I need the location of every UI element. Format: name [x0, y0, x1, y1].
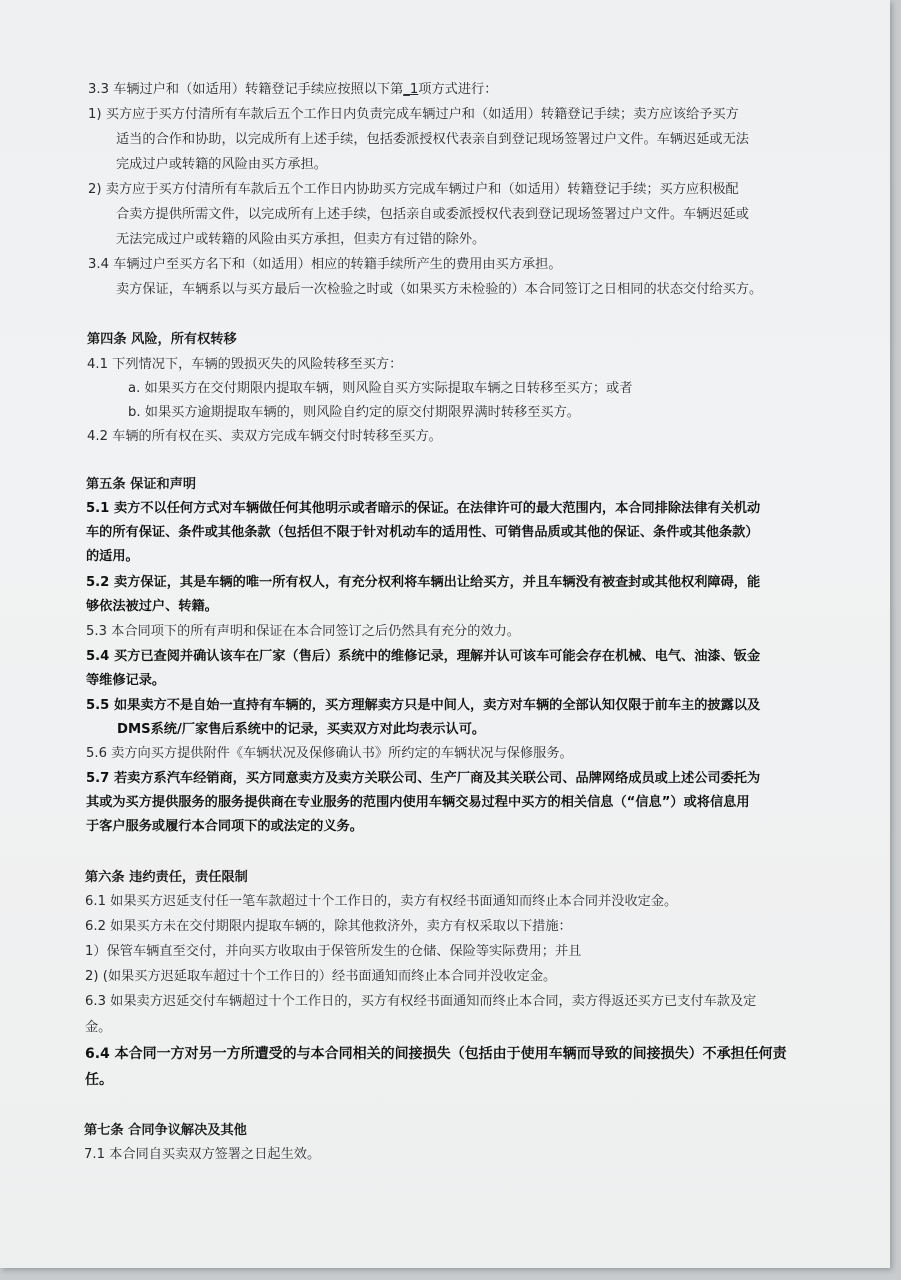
- clause-5-2-line-2: 够依法被过户、转籍。: [86, 599, 218, 614]
- option-1-line-2: 适当的合作和协助，以完成所有上述手续，包括委派授权代表亲自到登记现场签署过户文件。车辆迟延或无法: [116, 132, 749, 147]
- clause-6-4-line-1: 6.4 本合同一方对另一方所遭受的与本合同相关的间接损失（包括由于使用车辆而导致的间接损失）不承担任何责: [85, 1046, 787, 1062]
- article-7-title: 第七条 合同争议解决及其他: [84, 1123, 247, 1138]
- clause-5-7-line-1: 5.7 若卖方系汽车经销商，买方同意卖方及卖方关联公司、生产厂商及其关联公司、品牌网络成员或上述公司委托为: [86, 771, 761, 786]
- measure-2: 2) (如果买方迟延取车超过十个工作日的）经书面通知而终止本合同并没收定金。: [85, 969, 557, 984]
- clause-5-7-line-3: 于客户服务或履行本合同项下的或法定的义务。: [86, 819, 363, 834]
- clause-5-1-line-2: 车的所有保证、条件或其他条款（包括但不限于针对机动车的适用性、可销售品质或其他的保证、条件或其他条款）: [86, 525, 759, 540]
- clause-3-5: 卖方保证，车辆系以与买方最后一次检验之时或（如果买方未检验的）本合同签订之日相同的状态交付给买方。: [116, 282, 763, 297]
- clause-5-1-line-3: 的适用。: [86, 549, 139, 564]
- option-1-line-1: 1) 买方应于买方付清所有车款后五个工作日内负责完成车辆过户和（如适用）转籍登记手续；卖方应该给予买方: [88, 107, 739, 122]
- clause-3-3-tail: 项方式进行：: [418, 82, 498, 97]
- clause-4-1-b: b. 如果买方逾期提取车辆的，则风险自约定的原交付期限界满时转移至买方。: [128, 405, 580, 420]
- clause-3-3: [88, 78, 497, 102]
- clause-5-3: 5.3 本合同项下的所有声明和保证在本合同签订之后仍然具有充分的效力。: [86, 624, 520, 639]
- clause-3-3-text: 3.3 车辆过户和（如适用）转籍登记手续应按照以下第: [88, 82, 404, 97]
- option-1-line-3: 完成过户或转籍的风险由买方承担。: [116, 157, 327, 172]
- clause-4-1-a: a. 如果买方在交付期限内提取车辆，则风险自买方实际提取车辆之日转移至买方；或者: [128, 381, 633, 396]
- clause-5-7-line-2: 其或为买方提供服务的服务提供商在专业服务的范围内使用车辆交易过程中买方的相关信息（“信息”）或将信息用: [86, 795, 750, 810]
- clause-6-3-line-2: 金。: [85, 1020, 112, 1035]
- clause-3-3-blank: _1: [403, 82, 419, 97]
- clause-5-2-line-1: 5.2 卖方保证，其是车辆的唯一所有权人，有充分权利将车辆出让给买方，并且车辆没有被查封或其他权利障碍，能: [86, 575, 761, 590]
- option-2-line-2: 合卖方提供所需文件，以完成所有上述手续，包括亲自或委派授权代表到登记现场签署过户文件。车辆迟延或: [116, 207, 749, 222]
- clause-7-1: 7.1 本合同自买卖双方签署之日起生效。: [84, 1147, 321, 1162]
- clause-5-5-line-2: DMS系统/厂家售后系统中的记录，买卖双方对此均表示认可。: [117, 722, 486, 737]
- clause-5-6: 5.6 卖方向买方提供附件《车辆状况及保修确认书》所约定的车辆状况与保修服务。: [86, 746, 573, 761]
- clause-5-5-line-1: 5.5 如果卖方不是自始一直持有车辆的，买方理解卖方只是中间人，卖方对车辆的全部认知仅限于前车主的披露以及: [86, 698, 761, 713]
- clause-3-4: 3.4 车辆过户至买方名下和（如适用）相应的转籍手续所产生的费用由买方承担。: [88, 257, 562, 272]
- clause-5-1-line-1: 5.1 卖方不以任何方式对车辆做任何其他明示或者暗示的保证。在法律许可的最大范围内，本合同排除法律有关机动: [86, 501, 761, 516]
- clause-6-3-line-1: 6.3 如果卖方迟延交付车辆超过十个工作日的，买方有权经书面通知而终止本合同，卖方得返还买方已支付车款及定: [85, 994, 757, 1009]
- article-4-title: 第四条 风险，所有权转移: [87, 332, 237, 347]
- option-2-line-3: 无法完成过户或转籍的风险由买方承担，但卖方有过错的除外。: [116, 232, 486, 247]
- clause-6-1: 6.1 如果买方迟延支付任一笔车款超过十个工作日的，卖方有权经书面通知而终止本合同并没收定金。: [85, 894, 678, 909]
- clause-4-2: 4.2 车辆的所有权在买、卖双方完成车辆交付时转移至买方。: [87, 429, 442, 444]
- measure-1: 1）保管车辆直至交付，并向买方收取由于保管所发生的仓储、保险等实际费用；并且: [85, 944, 582, 959]
- clause-4-1: 4.1 下列情况下，车辆的毁损灭失的风险转移至买方：: [87, 357, 403, 372]
- clause-5-4-line-1: 5.4 买方已查阅并确认该车在厂家（售后）系统中的维修记录，理解并认可该车可能会存在机械、电气、油漆、钣金: [86, 649, 761, 664]
- clause-6-2: 6.2 如果买方未在交付期限内提取车辆的，除其他救济外，卖方有权采取以下措施：: [85, 919, 572, 934]
- clause-6-4-line-2: 任。: [85, 1072, 113, 1088]
- clause-5-4-line-2: 等维修记录。: [86, 673, 166, 688]
- article-5-title: 第五条 保证和声明: [86, 477, 197, 492]
- article-6-title: 第六条 违约责任，责任限制: [85, 870, 248, 885]
- option-2-line-1: 2) 卖方应于买方付清所有车款后五个工作日内协助买方完成车辆过户和（如适用）转籍登记手续；买方应积极配: [88, 182, 739, 197]
